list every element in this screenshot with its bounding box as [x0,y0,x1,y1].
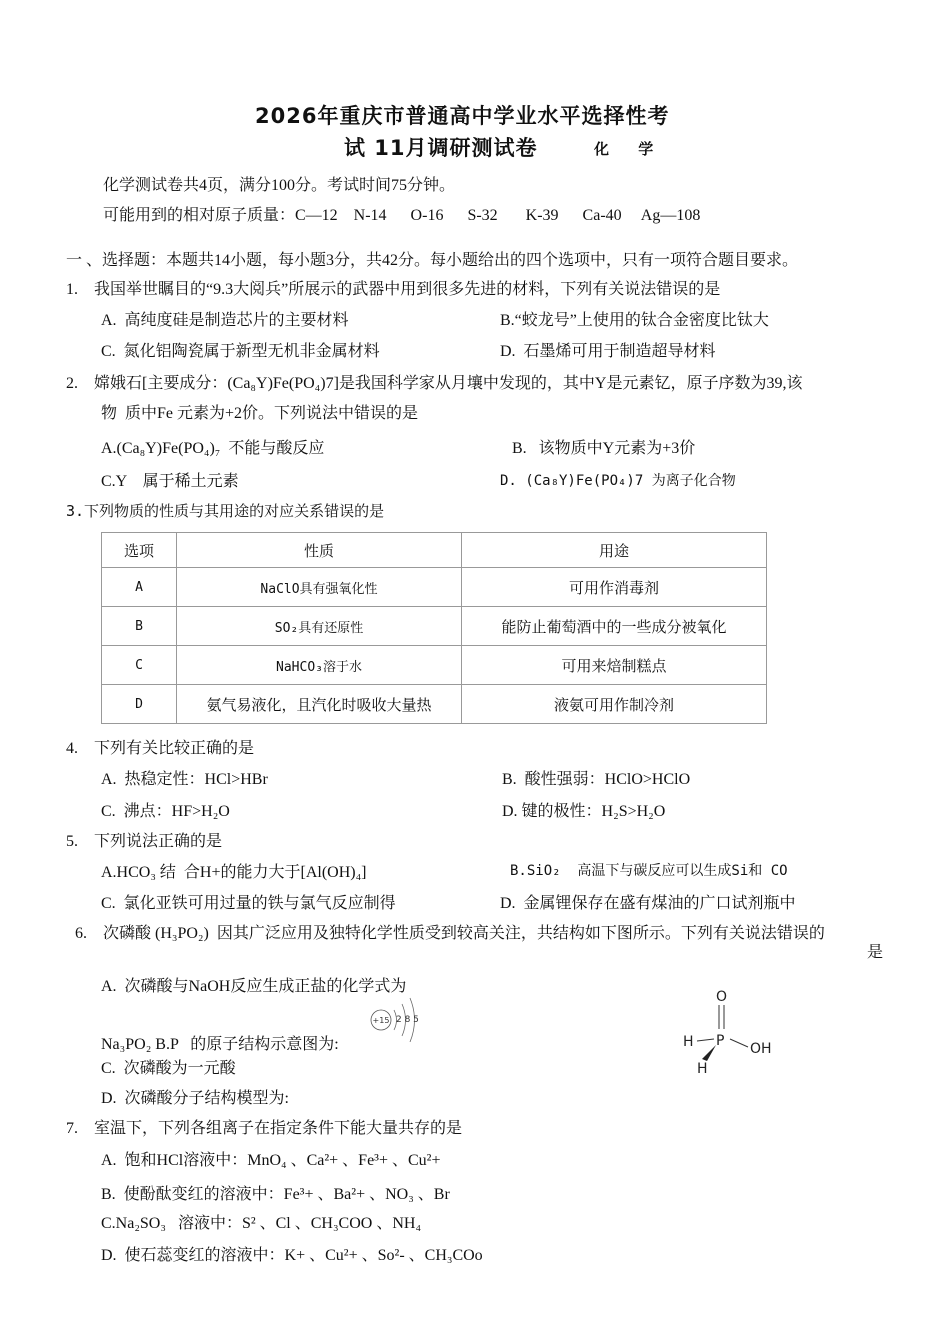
q7-option-b: B. 使酚酞变红的溶液中：Fe³+ 、Ba²+ 、NO₃ 、Br [101,1186,450,1203]
table-cell: 氨气易液化，且汽化时吸收大量热 [177,685,462,724]
q6-option-d: D. 次磷酸分子结构模型为: [101,1090,290,1107]
electron-counts: 2 8 5 [396,1015,419,1025]
table-header-row [102,533,767,568]
q3-stem: 3.下列物质的性质与其用途的对应关系错误的是 [66,502,385,520]
hydroxyl-group: OH [750,1041,772,1057]
q3-table [101,532,767,724]
hypophosphorous-acid-structure [680,985,780,1077]
q2-option-b: B. 该物质中Y元素为+3价 [512,440,696,457]
table-cell: 液氨可用作制冷剂 [462,685,767,724]
q6-option-a: A. 次磷酸与NaOH反应生成正盐的化学式为 [101,978,407,995]
table-row [102,607,767,646]
table-header-cell: 用途 [462,533,767,568]
table-cell: B [102,607,177,646]
hydrogen-atom: H [683,1034,694,1050]
table-cell: 能防止葡萄酒中的一些成分被氧化 [462,607,767,646]
q5-option-a: A.HCO₃ 结 合H+的能力大于[Al(OH)₄] [101,864,367,881]
q1-option-c: C. 氮化铝陶瓷属于新型无机非金属材料 [101,343,380,360]
q6-stem-end: 是 [867,944,884,961]
q7-option-d: D. 使石蕊变红的溶液中：K+ 、Cu²+ 、So²- 、CH₃COo [101,1247,483,1264]
table-header-cell: 选项 [102,533,177,568]
phosphorus-atom: P [716,1033,725,1049]
q5-option-c: C. 氯化亚铁可用过量的铁与氯气反应制得 [101,895,396,912]
table-row [102,568,767,607]
q6-option-c: C. 次磷酸为一元酸 [101,1060,236,1077]
q5-option-d: D. 金属锂保存在盛有煤油的广口试剂瓶中 [500,895,796,912]
q4-stem: 4. 下列有关比较正确的是 [66,740,255,757]
table-cell: NaHCO₃溶于水 [177,646,462,685]
q4-option-a: A. 热稳定性：HCl>HBr [101,771,268,788]
q5-option-b: B.SiO₂ 高温下与碳反应可以生成Si和 CO [510,863,788,879]
table-cell: 可用作消毒剂 [462,568,767,607]
q2-option-c: C.Y 属于稀土元素 [101,473,239,490]
q2-option-a: A.(Ca₈Y)Fe(PO₄)₇ 不能与酸反应 [101,440,325,457]
table-row [102,685,767,724]
p-h-bond [697,1039,714,1041]
q7-option-a: A. 饱和HCl溶液中：MnO₄ 、Ca²+ 、Fe³+ 、Cu²+ [101,1152,441,1169]
table-cell: A [102,568,177,607]
atomic-mass-info: 可能用到的相对原子质量：C—12 N-14 O-16 S-32 K-39 Ca-40 Ag—108 [103,207,701,224]
phosphorus-atom-diagram [366,990,428,1042]
nucleus-charge: +15 [372,1016,390,1025]
title-line-1: 2026年重庆市普通高中学业水平选择性考 [255,104,670,128]
q2-stem-line1: 2. 嫦娥石[主要成分：(Ca₈Y)Fe(PO₄)7]是我国科学家从月壤中发现的，其中Y是元素钇，原子序数为39,该 [66,375,803,392]
hydrogen-atom: H [697,1061,708,1077]
q4-option-b: B. 酸性强弱：HClO>HClO [502,771,691,788]
q1-option-d: D. 石墨烯可用于制造超导材料 [500,343,716,360]
q7-stem: 7. 室温下，下列各组离子在指定条件下能大量共存的是 [66,1120,463,1137]
q4-option-d: D. 键的极性：H₂S>H₂O [502,803,666,820]
q1-stem: 1. 我国举世瞩目的“9.3大阅兵”所展示的武器中用到很多先进的材料，下列有关说法错误的是 [66,281,721,298]
subject-label: 化 学 [594,140,666,158]
table-cell: C [102,646,177,685]
q5-stem: 5. 下列说法正确的是 [66,833,223,850]
section-heading: 一 、选择题：本题共14小题，每小题3分，共42分。每小题给出的四个选项中，只有一项符合题目要求。 [66,252,799,269]
wedge-bond [702,1045,716,1061]
q2-option-d: D. (Ca₈Y)Fe(PO₄)7 为离子化合物 [500,473,736,489]
q2-stem-line2: 物 质中Fe 元素为+2价。下列说法中错误的是 [101,405,419,422]
q7-option-c: C.Na₂SO₃ 溶液中：S² 、Cl 、CH₃COO 、NH₄ [101,1215,422,1232]
table-cell: D [102,685,177,724]
q6-stem: 6. 次磷酸 (H₃PO₂) 因其广泛应用及独特化学性质受到较高关注，共结构如下图所示。下列有关说法错误的 [75,925,825,942]
q1-option-b: B.“蛟龙号”上使用的钛合金密度比钛大 [500,312,769,329]
table-cell: SO₂具有还原性 [177,607,462,646]
p-oh-bond [730,1039,748,1047]
table-row [102,646,767,685]
q4-option-c: C. 沸点：HF>H₂O [101,803,230,820]
q6-option-a-b: Na₃PO₂ B.P 的原子结构示意图为: [101,1036,339,1053]
table-cell: NaClO具有强氧化性 [177,568,462,607]
exam-info: 化学测试卷共4页，满分100分。考试时间75分钟。 [103,177,456,194]
table-header-cell: 性质 [177,533,462,568]
table-cell: 可用来焙制糕点 [462,646,767,685]
title-line-2: 试 11月调研测试卷 [344,136,538,160]
q1-option-a: A. 高纯度硅是制造芯片的主要材料 [101,312,349,329]
oxygen-atom: O [716,989,728,1005]
